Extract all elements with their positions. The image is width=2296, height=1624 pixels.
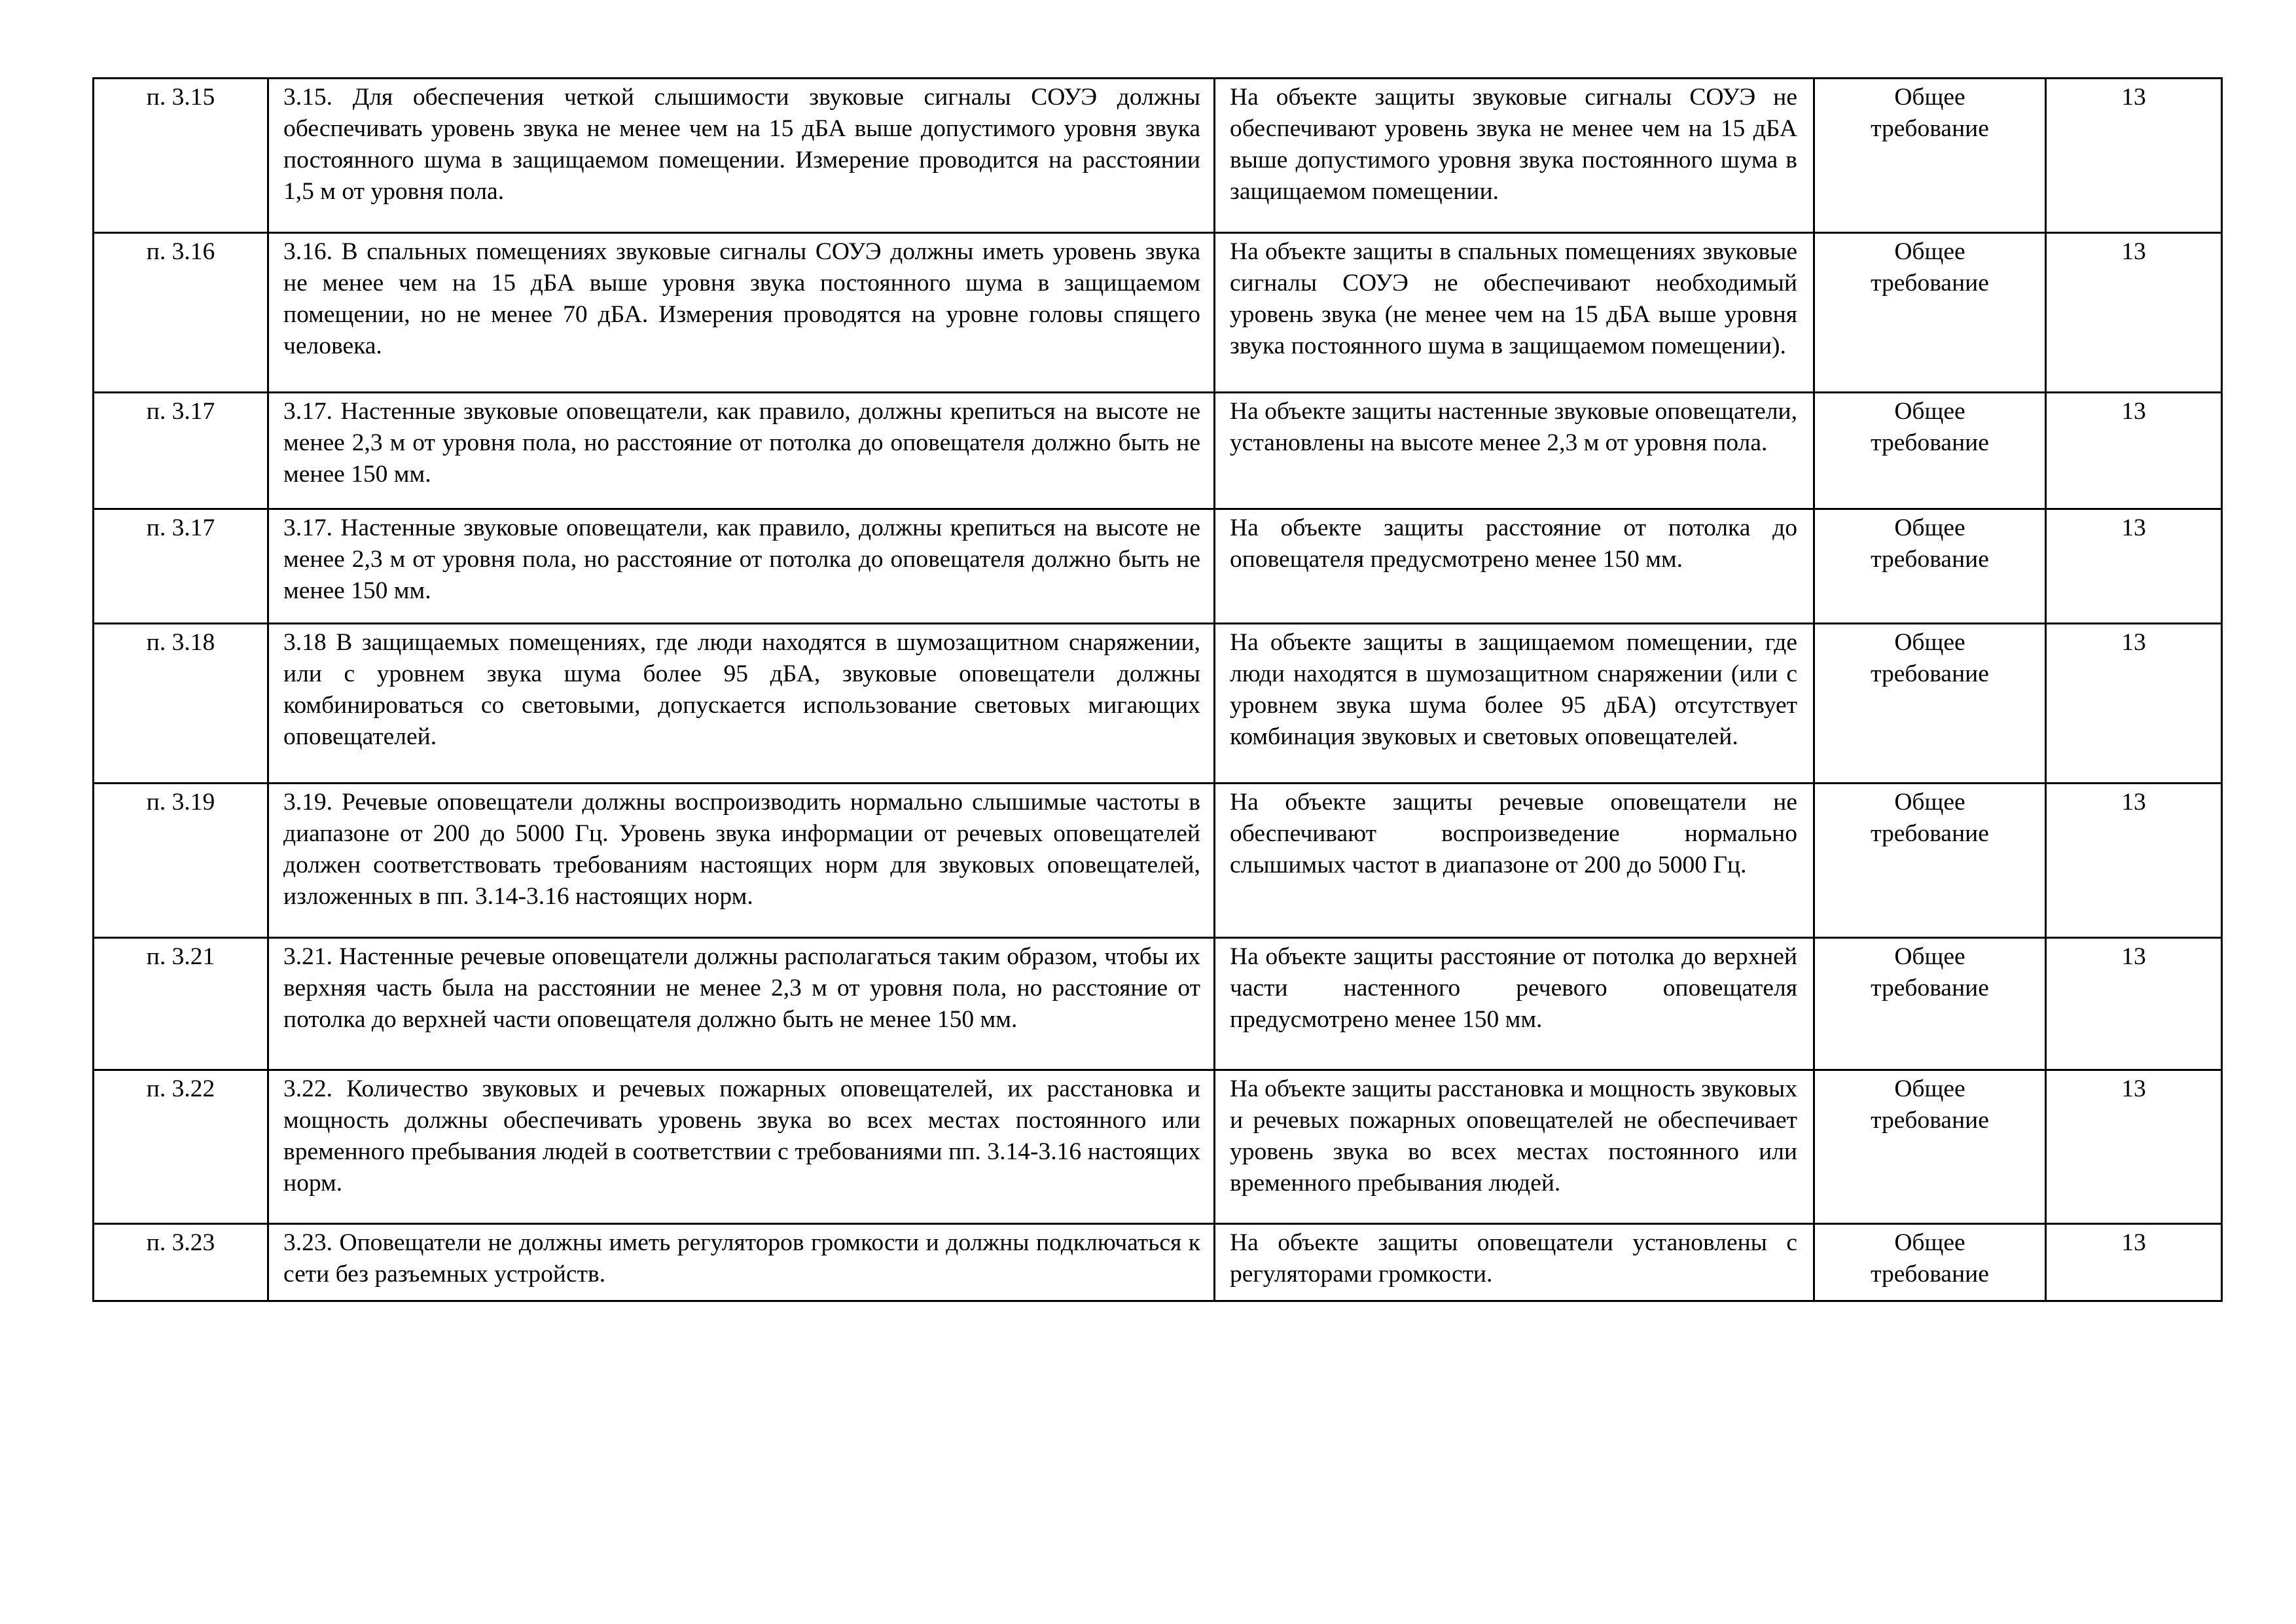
violation-cell — [1215, 1224, 1814, 1301]
requirement-cell — [268, 1224, 1215, 1301]
requirement-type-cell — [1814, 79, 2046, 233]
clause-ref-cell — [94, 79, 268, 233]
clause-ref: п. 3.16 — [146, 238, 215, 265]
clause-ref-cell — [94, 233, 268, 393]
violation-text: На объекте защиты расстояние от потолка до верхней части настенного речевого оповещателя предусмотрено менее 150 мм. — [1230, 943, 1797, 1033]
requirement-text: 3.22. Количество звуковых и речевых пожарных оповещателей, их расстановка и мощность должны обеспечивать уровень звука во всех местах постоянного или временного пребывания людей в соответствии с требованиями пп. 3.14-3.16 настоящих норм. — [283, 1075, 1200, 1197]
violation-cell — [1215, 509, 1814, 624]
clause-ref-cell — [94, 393, 268, 509]
requirement-type-line1: Общее — [1894, 943, 1965, 970]
violation-cell — [1215, 79, 1814, 233]
table-row — [94, 509, 2222, 624]
item-number: 13 — [2121, 629, 2146, 656]
number-cell — [2046, 1070, 2222, 1224]
requirement-type-line1: Общее — [1894, 84, 1965, 111]
number-cell — [2046, 509, 2222, 624]
item-number: 13 — [2121, 1075, 2146, 1102]
violation-cell — [1215, 938, 1814, 1070]
number-cell — [2046, 624, 2222, 784]
clause-ref: п. 3.22 — [146, 1075, 215, 1102]
table-row — [94, 79, 2222, 233]
clause-ref: п. 3.19 — [146, 789, 215, 816]
requirement-cell — [268, 938, 1215, 1070]
requirement-type-cell — [1814, 509, 2046, 624]
table-row — [94, 393, 2222, 509]
number-cell — [2046, 233, 2222, 393]
requirement-cell — [268, 784, 1215, 938]
number-cell — [2046, 393, 2222, 509]
item-number: 13 — [2121, 84, 2146, 111]
table-row — [94, 1224, 2222, 1301]
violation-text: На объекте защиты оповещатели установлены с регуляторами громкости. — [1230, 1229, 1797, 1288]
requirement-text: 3.19. Речевые оповещатели должны воспроизводить нормально слышимые частоты в диапазоне от 200 до 5000 Гц. Уровень звука информации от речевых оповещателей должен соответствовать требованиям настоящих норм для звуковых оповещателей, изложенных в пп. 3.14-3.16 настоящих норм. — [283, 789, 1200, 910]
requirement-type-cell — [1814, 1070, 2046, 1224]
item-number: 13 — [2121, 514, 2146, 541]
item-number: 13 — [2121, 943, 2146, 970]
violation-cell — [1215, 393, 1814, 509]
requirement-text: 3.17. Настенные звуковые оповещатели, как правило, должны крепиться на высоте не менее 2,3 м от уровня пола, но расстояние от потолка до оповещателя должно быть не менее 150 мм. — [283, 398, 1200, 488]
requirement-cell — [268, 624, 1215, 784]
clause-ref: п. 3.23 — [146, 1229, 215, 1256]
violation-text: На объекте защиты речевые оповещатели не обеспечивают воспроизведение нормально слышимых частот в диапазоне от 200 до 5000 Гц. — [1230, 789, 1797, 878]
requirement-type-line1: Общее — [1894, 1229, 1965, 1256]
table-row — [94, 624, 2222, 784]
item-number: 13 — [2121, 238, 2146, 265]
requirement-type-line2: требование — [1871, 820, 1989, 847]
violation-text: На объекте защиты расстояние от потолка до оповещателя предусмотрено менее 150 мм. — [1230, 514, 1797, 573]
requirement-type-line2: требование — [1871, 546, 1989, 573]
requirements-table — [92, 77, 2223, 1302]
requirement-type-line2: требование — [1871, 660, 1989, 687]
clause-ref-cell — [94, 509, 268, 624]
violation-cell — [1215, 784, 1814, 938]
requirement-type-line1: Общее — [1894, 629, 1965, 656]
requirement-cell — [268, 233, 1215, 393]
clause-ref-cell — [94, 784, 268, 938]
requirement-text: 3.17. Настенные звуковые оповещатели, как правило, должны крепиться на высоте не менее 2,3 м от уровня пола, но расстояние от потолка до оповещателя должно быть не менее 150 мм. — [283, 514, 1200, 604]
number-cell — [2046, 1224, 2222, 1301]
violation-text: На объекте защиты звуковые сигналы СОУЭ не обеспечивают уровень звука не менее чем на 15 дБА выше допустимого уровня звука постоянного шума в защищаемом помещении. — [1230, 84, 1797, 205]
requirement-type-cell — [1814, 393, 2046, 509]
clause-ref: п. 3.21 — [146, 943, 215, 970]
requirement-type-line1: Общее — [1894, 238, 1965, 265]
violation-text: На объекте защиты настенные звуковые оповещатели, установлены на высоте менее 2,3 м от уровня пола. — [1230, 398, 1797, 456]
requirement-cell — [268, 393, 1215, 509]
violation-text: На объекте защиты в спальных помещениях звуковые сигналы СОУЭ не обеспечивают необходимый уровень звука (не менее чем на 15 дБА выше уровня звука постоянного шума в защищаемом помещении). — [1230, 238, 1797, 359]
number-cell — [2046, 938, 2222, 1070]
number-cell — [2046, 79, 2222, 233]
number-cell — [2046, 784, 2222, 938]
requirement-type-line2: требование — [1871, 115, 1989, 142]
clause-ref: п. 3.17 — [146, 514, 215, 541]
requirement-cell — [268, 509, 1215, 624]
violation-cell — [1215, 1070, 1814, 1224]
requirement-type-line1: Общее — [1894, 398, 1965, 425]
requirement-type-line2: требование — [1871, 1261, 1989, 1288]
table-row — [94, 938, 2222, 1070]
requirement-text: 3.15. Для обеспечения четкой слышимости звуковые сигналы СОУЭ должны обеспечивать уровень звука не менее чем на 15 дБА выше допустимого уровня звука постоянного шума в защищаемом помещении. Измерение проводится на расстоянии 1,5 м от уровня пола. — [283, 84, 1200, 205]
requirement-type-cell — [1814, 233, 2046, 393]
item-number: 13 — [2121, 398, 2146, 425]
requirement-type-line2: требование — [1871, 429, 1989, 456]
requirement-text: 3.16. В спальных помещениях звуковые сигналы СОУЭ должны иметь уровень звука не менее чем на 15 дБА выше уровня звука постоянного шума в защищаемом помещении, но не менее 70 дБА. Измерения проводятся на уровне головы спящего человека. — [283, 238, 1200, 359]
requirement-cell — [268, 79, 1215, 233]
clause-ref: п. 3.18 — [146, 629, 215, 656]
requirement-type-line1: Общее — [1894, 789, 1965, 816]
requirement-text: 3.23. Оповещатели не должны иметь регуляторов громкости и должны подключаться к сети без разъемных устройств. — [283, 1229, 1200, 1288]
clause-ref-cell — [94, 938, 268, 1070]
requirement-type-line1: Общее — [1894, 1075, 1965, 1102]
requirement-text: 3.18 В защищаемых помещениях, где люди находятся в шумозащитном снаряжении, или с уровнем звука шума более 95 дБА, звуковые оповещатели должны комбинироваться со световыми, допускается использование световых мигающих оповещателей. — [283, 629, 1200, 750]
requirement-text: 3.21. Настенные речевые оповещатели должны располагаться таким образом, чтобы их верхняя часть была на расстоянии не менее 2,3 м от уровня пола, но расстояние от потолка до верхней части оповещателя должно быть не менее 150 мм. — [283, 943, 1200, 1033]
requirement-type-line2: требование — [1871, 1107, 1989, 1134]
requirement-type-cell — [1814, 624, 2046, 784]
clause-ref-cell — [94, 1224, 268, 1301]
table-row — [94, 1070, 2222, 1224]
clause-ref-cell — [94, 624, 268, 784]
requirement-cell — [268, 1070, 1215, 1224]
table-row — [94, 784, 2222, 938]
clause-ref: п. 3.17 — [146, 398, 215, 425]
item-number: 13 — [2121, 1229, 2146, 1256]
clause-ref: п. 3.15 — [146, 84, 215, 111]
requirement-type-cell — [1814, 1224, 2046, 1301]
violation-text: На объекте защиты в защищаемом помещении, где люди находятся в шумозащитном снаряжении (или с уровнем звука шума более 95 дБА) отсутствует комбинация звуковых и световых оповещателей. — [1230, 629, 1797, 750]
clause-ref-cell — [94, 1070, 268, 1224]
requirement-type-line2: требование — [1871, 975, 1989, 1001]
requirement-type-cell — [1814, 784, 2046, 938]
violation-cell — [1215, 624, 1814, 784]
requirement-type-line1: Общее — [1894, 514, 1965, 541]
violation-text: На объекте защиты расстановка и мощность звуковых и речевых пожарных оповещателей не обеспечивает уровень звука во всех местах постоянного или временного пребывания людей. — [1230, 1075, 1797, 1197]
table-row — [94, 233, 2222, 393]
requirement-type-line2: требование — [1871, 270, 1989, 297]
requirement-type-cell — [1814, 938, 2046, 1070]
item-number: 13 — [2121, 789, 2146, 816]
violation-cell — [1215, 233, 1814, 393]
